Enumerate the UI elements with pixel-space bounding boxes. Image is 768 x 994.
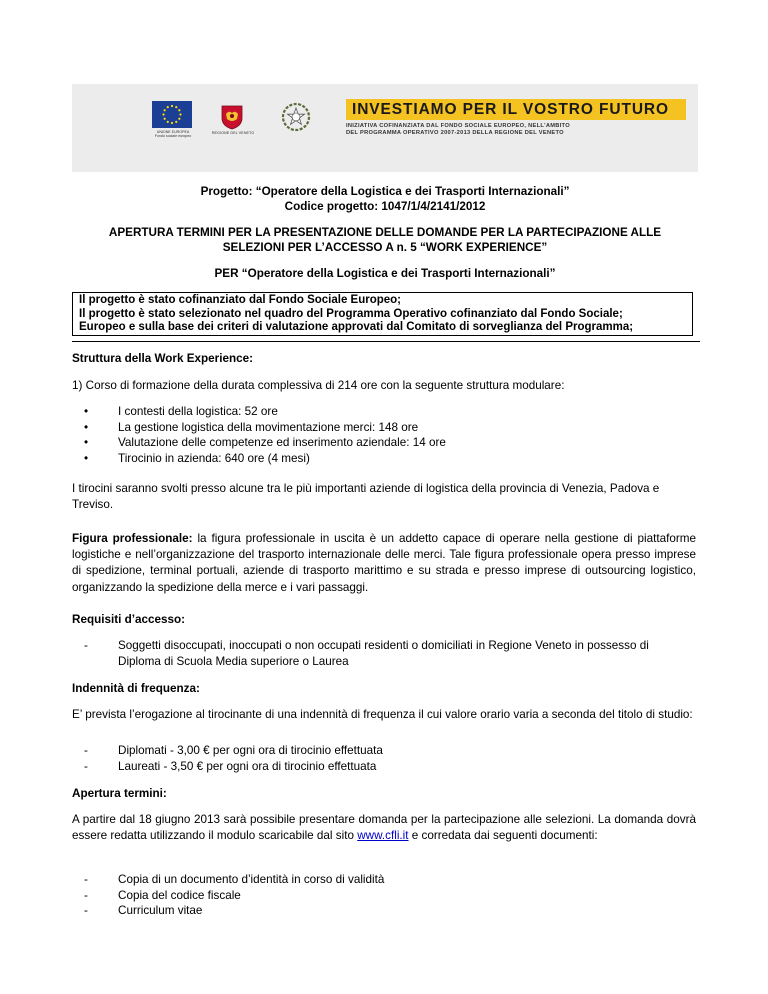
document-item: Copia di un documento d’identità in corso di validità [118,873,385,886]
opening-heading: Apertura termini: [72,787,167,800]
project-code: Codice progetto: 1047/1/4/2141/2012 [284,200,486,213]
announcement-for-line: PER “Operatore della Logistica e dei Trasporti Internazionali” [214,267,556,280]
banner-subtitle [346,123,686,137]
announcement-line2: SELEZIONI PER L’ACCESSO A n. 5 “WORK EXPERIENCE” [222,241,548,254]
eu-star-icon [167,121,169,123]
notice-line1: Il progetto è stato cofinanziato dal Fondo Sociale Europeo; [79,294,402,306]
eu-caption-line2: Fondo sociale europeo [154,134,192,139]
list-item [84,404,446,420]
italian-republic-emblem [281,102,311,132]
list-item [84,743,383,759]
banner-slogan [346,99,686,137]
allowance-item: Diplomati - 3,00 € per ogni ora di tirocinio effettuata [118,744,383,757]
eu-star-icon [178,118,180,120]
bullet-icon: • [84,405,89,418]
document-item: Curriculum vitae [118,904,203,918]
eu-star-icon [179,113,181,115]
veneto-region-logo [220,104,244,130]
list-item [84,872,385,888]
requirement-text: Soggetti disoccupati, inoccupati o non occupati residenti o domiciliati in Regione Veneto in possesso di Diploma di Scuola Media superiore o Laurea [118,639,649,668]
opening-text-before: A partire dal 18 giugno 2013 sarà possibile presentare domanda per la partecipazione alle selezioni. La domanda dovrà essere redatta utilizzando il modulo scaricabile dal sito [72,813,696,842]
dash-marker: - [84,639,88,652]
eu-flag-logo [152,101,192,128]
opening-text-after: e corredata dai seguenti documenti: [408,829,598,842]
allowance-heading: Indennità di frequenza: [72,682,200,695]
dash-marker: - [84,873,88,886]
profile-text: la figura professionale in uscita è un addetto capace di operare nella gestione di piattaforme logistiche e nell’organizzazione del trasporto internazionale delle merci. Tale figura professionale opera presso imprese di spedizione, terminal portuali, aziende di trasporto marittimo e su strada e presso imprese di outsourcing logistico, organizzando la spedizione della merce e i vari passaggi. [72,532,696,594]
list-item [84,451,446,467]
modules-list [84,404,446,466]
banner-subtitle-line2: DEL PROGRAMMA OPERATIVO 2007-2013 DELLA REGIONE DEL VENETO [346,130,564,136]
bullet-icon: • [84,420,89,434]
banner-title: INVESTIAMO PER IL VOSTRO FUTURO [346,99,686,120]
list-item [84,435,446,451]
cfli-website-link[interactable]: www.cfli.it [357,829,409,842]
module-label: Valutazione delle competenze ed inserimento aziendale: 14 ore [118,436,446,450]
requirements-heading: Requisiti d’accesso: [72,613,186,626]
funding-notice-box [72,292,693,336]
eu-caption [144,130,202,139]
list-item [84,638,692,669]
eu-star-icon [164,109,166,111]
dash-marker: - [84,759,88,773]
list-item [84,888,384,904]
profile-paragraph [72,531,696,596]
dash-marker: - [84,904,88,918]
notice-line2: Il progetto è stato selezionato nel quadro del Programma Operativo cofinanziato dal Fondo Sociale; [79,307,623,320]
eu-caption-line1: UNIONE EUROPEA [156,130,190,134]
eu-star-icon [167,106,169,108]
eu-star-icon [171,105,173,107]
eu-star-icon [175,106,177,108]
documents-list [84,872,385,919]
divider [72,341,700,342]
requirements-list [84,638,692,669]
profile-label: Figura professionale: [72,532,193,545]
project-title: Progetto: “Operatore della Logistica e dei Trasporti Internazionali” [200,185,570,198]
veneto-caption: REGIONE DEL VENETO [211,131,255,135]
internships-text: I tirocini saranno svolti presso alcune tra le più importanti aziende di logistica della provincia di Venezia, Padova e Treviso. [72,482,660,511]
announcement-line1: APERTURA TERMINI PER LA PRESENTAZIONE DELLE DOMANDE PER LA PARTECIPAZIONE ALLE [108,226,662,239]
eu-star-icon [178,109,180,111]
notice-line3: Europeo e sulla base dei criteri di valutazione approvati dal Comitato di sorveglianza del Programma; [79,321,634,334]
bullet-icon: • [84,436,89,450]
dash-marker: - [84,888,88,902]
list-item [84,759,383,775]
allowance-text: E’ prevista l’erogazione al tirocinante di una indennità di frequenza il cui valore orario varia a seconda del titolo di studio: [72,708,693,721]
structure-intro: 1) Corso di formazione della durata complessiva di 214 ore con la seguente struttura modulare: [72,379,565,392]
header-banner [72,84,698,172]
document-item: Copia del codice fiscale [118,888,241,902]
eu-star-icon [171,122,173,124]
module-label: I contesti della logistica: 52 ore [118,405,278,418]
bullet-icon: • [84,451,89,465]
list-item [84,420,446,436]
allowance-item: Laureati - 3,50 € per ogni ora di tirocinio effettuata [118,759,377,773]
list-item [84,903,384,919]
module-label: La gestione logistica della movimentazione merci: 148 ore [118,420,419,434]
eu-star-icon [164,118,166,120]
eu-star-icon [175,121,177,123]
dash-marker: - [84,744,88,757]
banner-subtitle-line1: INIZIATIVA COFINANZIATA DAL FONDO SOCIALE EUROPEO, NELL'AMBITO [346,123,570,129]
allowance-list [84,743,383,774]
structure-heading: Struttura della Work Experience: [72,352,253,365]
opening-text [72,812,696,844]
module-label: Tirocinio in azienda: 640 ore (4 mesi) [118,451,310,465]
eu-star-icon [162,113,164,115]
